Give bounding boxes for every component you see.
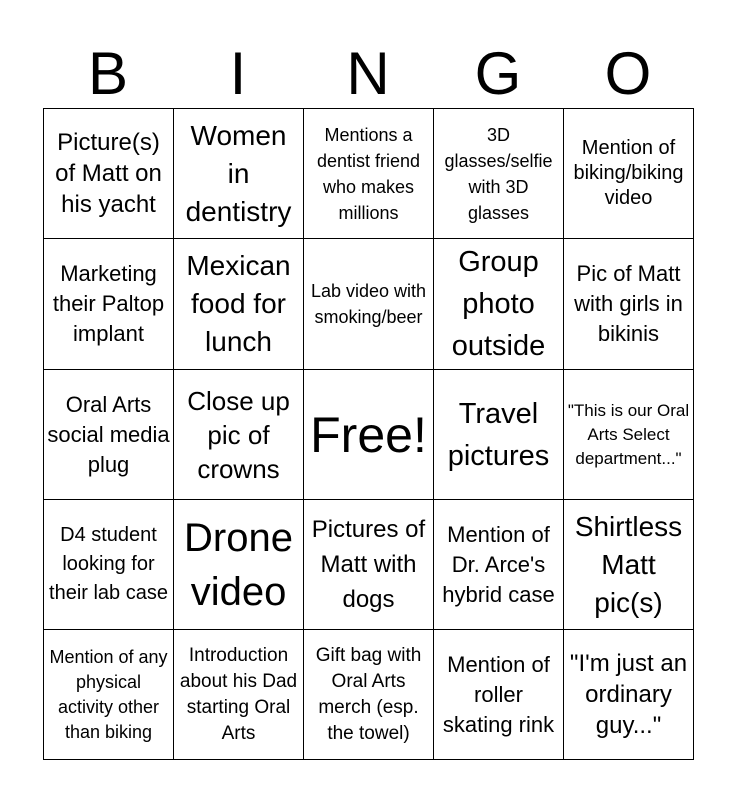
cell-label: Mention of Dr. Arce's hybrid case	[442, 521, 555, 607]
cell-label: 3D glasses/selfie with 3D glasses	[444, 124, 553, 223]
bingo-cell-o2[interactable]	[564, 239, 694, 370]
board-row-2	[44, 239, 694, 370]
board-row-1	[44, 109, 694, 239]
cell-label: Mention of any physical activity other than biking	[49, 646, 168, 742]
bingo-cell-n3[interactable]	[304, 370, 434, 500]
bingo-cell-o1[interactable]	[564, 109, 694, 239]
free-space-label: Free!	[310, 406, 427, 463]
header-letter-b: B	[87, 40, 129, 107]
header-letter-i: I	[229, 40, 247, 107]
bingo-cell-o3[interactable]	[564, 370, 694, 500]
bingo-cell-b3[interactable]	[44, 370, 174, 500]
board-row-4	[44, 500, 694, 630]
bingo-cell-o5[interactable]	[564, 630, 694, 760]
cell-label: Mention of biking/biking video	[573, 137, 684, 209]
bingo-header	[43, 40, 693, 108]
cell-label: Women in dentistry	[185, 119, 292, 227]
bingo-cell-i1[interactable]	[174, 109, 304, 239]
cell-label: Mexican food for lunch	[186, 250, 291, 357]
board-row-5	[44, 630, 694, 760]
cell-label: Introduction about his Dad starting Oral Arts	[179, 644, 298, 744]
cell-label: Lab video with smoking/beer	[310, 281, 427, 327]
bingo-cell-i5[interactable]	[174, 630, 304, 760]
cell-label: Close up pic of crowns	[187, 385, 290, 484]
cell-label: Oral Arts social media plug	[47, 391, 170, 477]
bingo-cell-i4[interactable]	[174, 500, 304, 630]
cell-label: Shirtless Matt pic(s)	[574, 510, 683, 618]
bingo-cell-g5[interactable]	[434, 630, 564, 760]
cell-label: "I'm just an ordinary guy..."	[569, 650, 688, 739]
bingo-cell-g4[interactable]	[434, 500, 564, 630]
cell-label: Pic of Matt with girls in bikinis	[574, 261, 683, 346]
bingo-cell-b5[interactable]	[44, 630, 174, 760]
bingo-cell-g3[interactable]	[434, 370, 564, 500]
bingo-cell-i2[interactable]	[174, 239, 304, 370]
bingo-cell-g1[interactable]	[434, 109, 564, 239]
cell-label: Pictures of Matt with dogs	[311, 516, 426, 613]
bingo-cell-b2[interactable]	[44, 239, 174, 370]
bingo-cell-n4[interactable]	[304, 500, 434, 630]
bingo-cell-n1[interactable]	[304, 109, 434, 239]
bingo-cell-o4[interactable]	[564, 500, 694, 630]
cell-label: D4 student looking for their lab case	[49, 524, 168, 604]
cell-label: Picture(s) of Matt on his yacht	[55, 129, 162, 218]
cell-label: "This is our Oral Arts Select department..."	[567, 400, 690, 468]
header-letter-n: N	[346, 40, 390, 107]
bingo-cell-n5[interactable]	[304, 630, 434, 760]
bingo-board	[43, 108, 694, 760]
bingo-cell-i3[interactable]	[174, 370, 304, 500]
bingo-cell-b4[interactable]	[44, 500, 174, 630]
header-letter-o: O	[604, 40, 652, 107]
cell-label: Mention of roller skating rink	[442, 651, 555, 737]
bingo-cell-b1[interactable]	[44, 109, 174, 239]
header-letter-g: G	[474, 40, 522, 107]
cell-label: Drone video	[184, 515, 293, 614]
cell-label: Mentions a dentist friend who makes millions	[316, 124, 421, 223]
cell-label: Group photo outside	[451, 246, 546, 362]
cell-label: Gift bag with Oral Arts merch (esp. the towel)	[315, 644, 422, 744]
cell-label: Marketing their Paltop implant	[52, 261, 165, 346]
bingo-cell-g2[interactable]	[434, 239, 564, 370]
bingo-cell-n2[interactable]	[304, 239, 434, 370]
cell-label: Travel pictures	[447, 397, 550, 472]
board-row-3	[44, 370, 694, 500]
